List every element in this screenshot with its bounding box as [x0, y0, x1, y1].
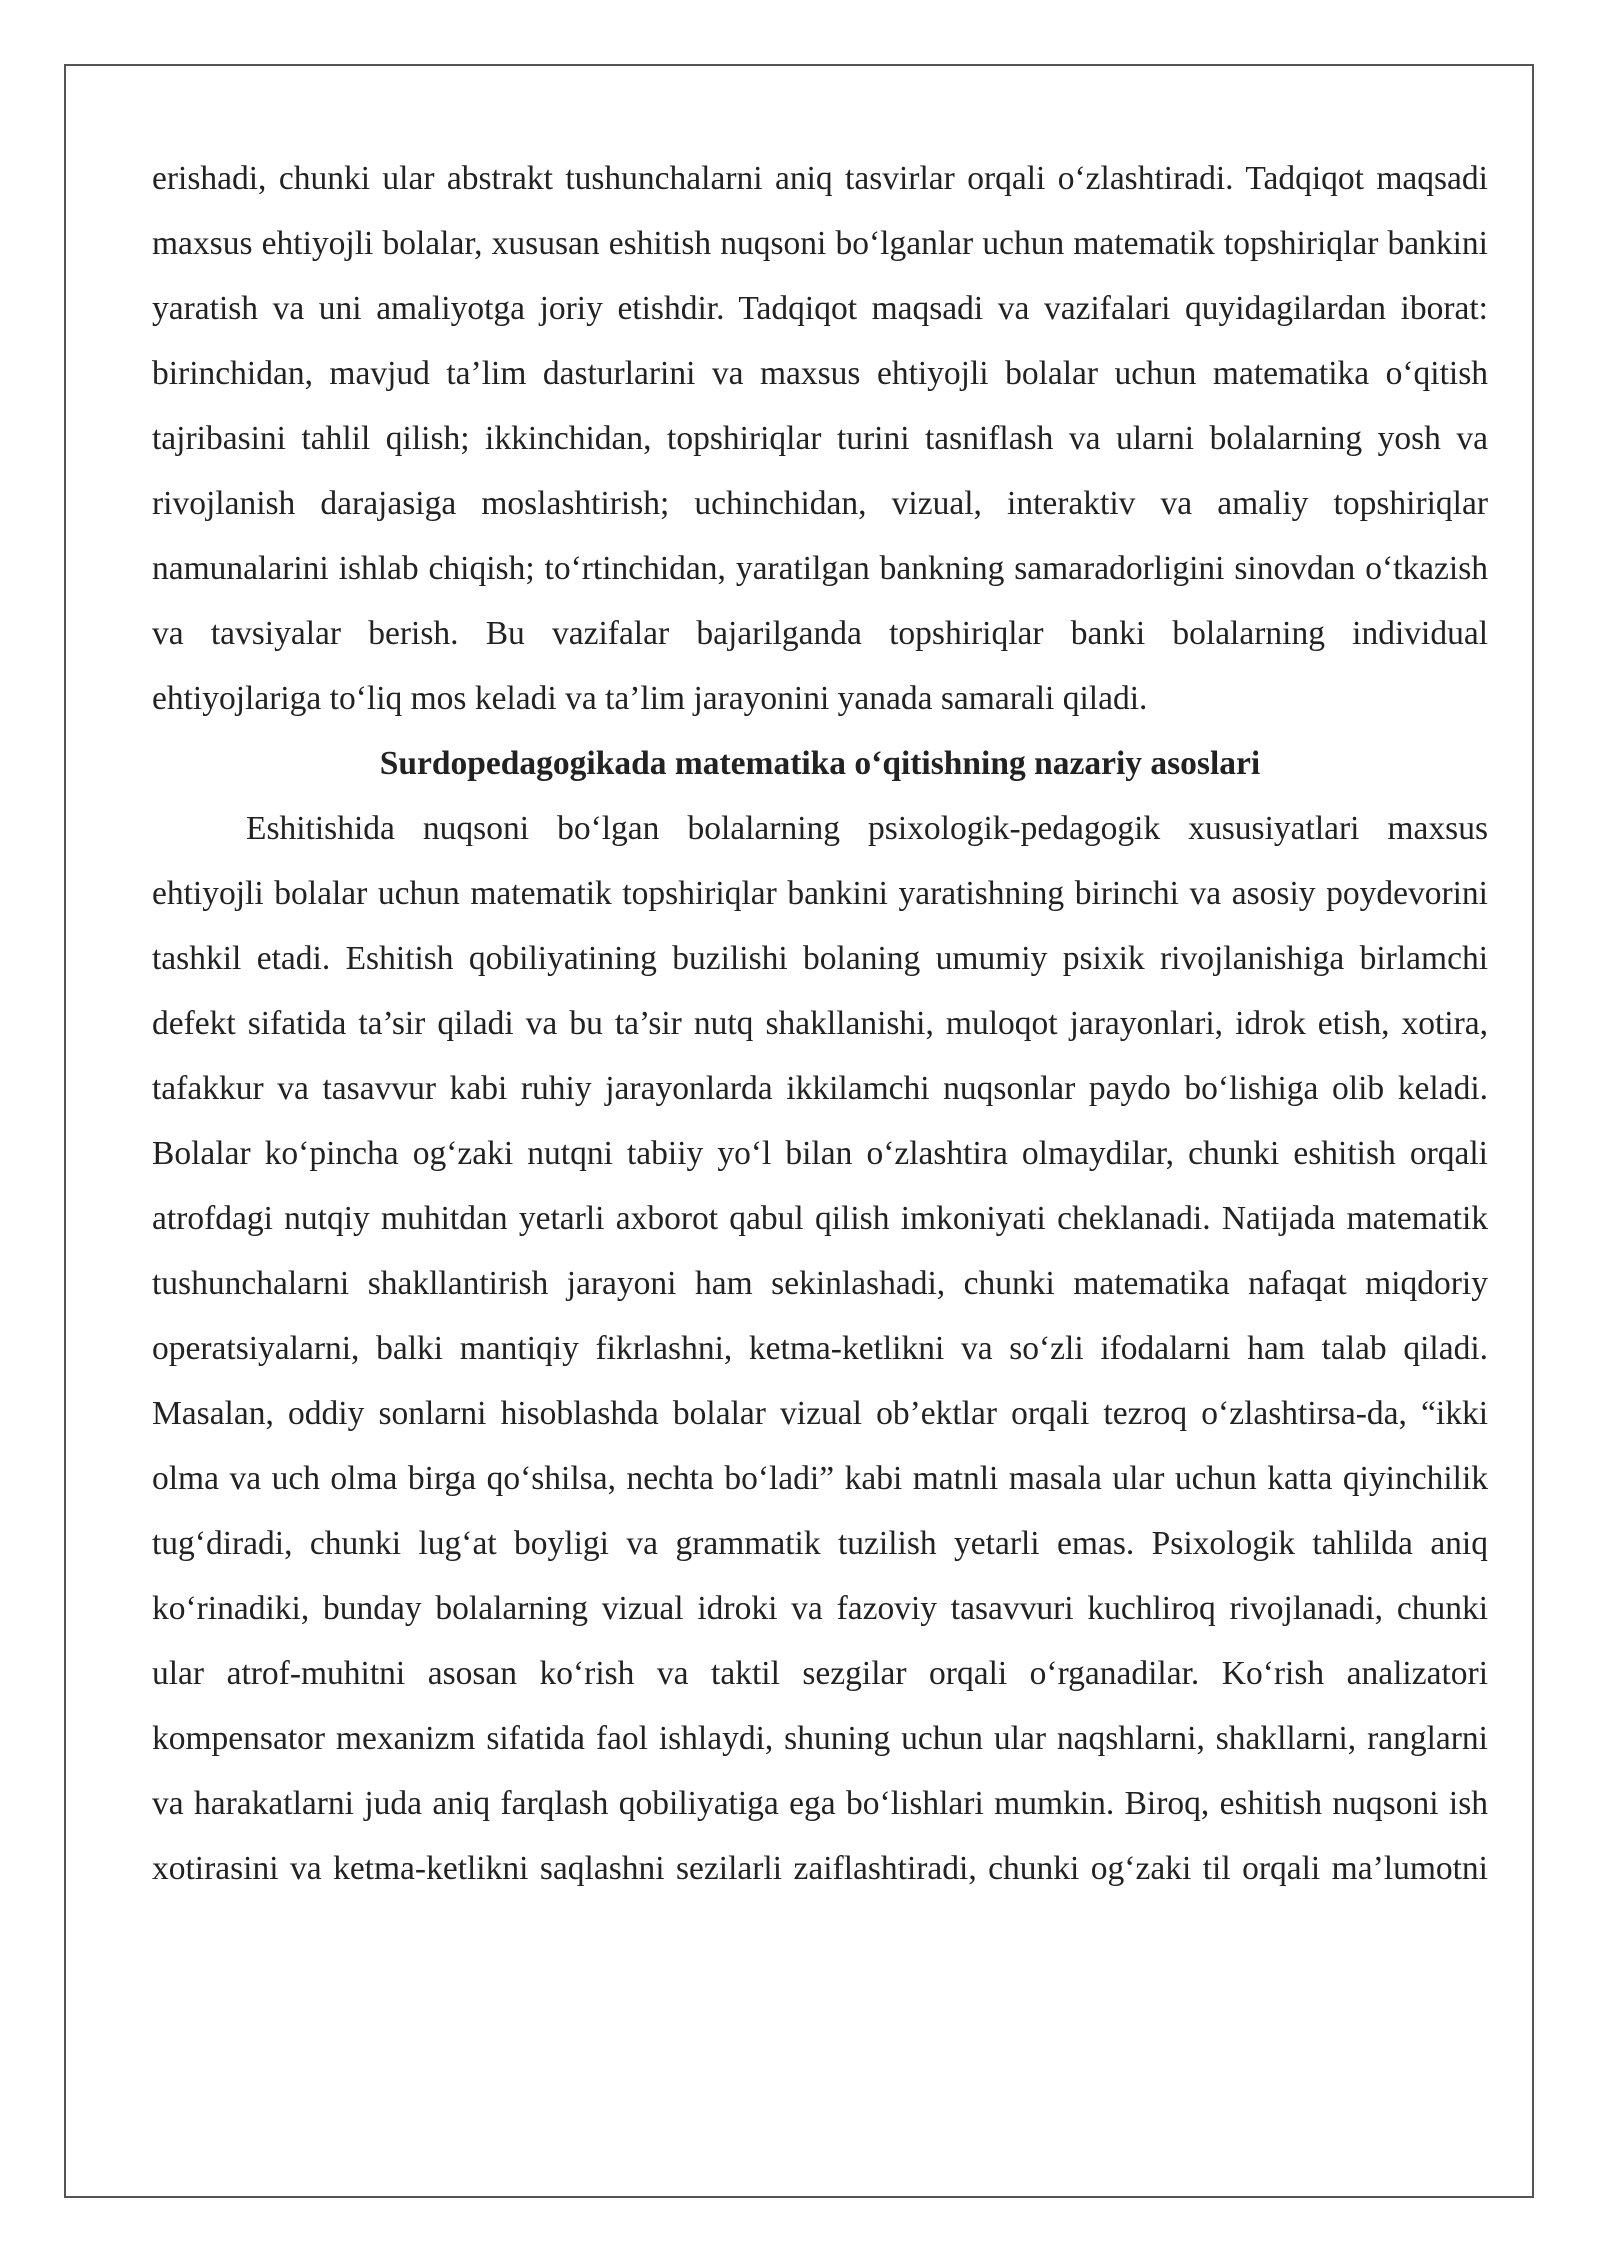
section-heading: Surdopedagogikada matematika o‘qitishning nazariy asoslari: [379, 745, 1261, 782]
paragraph-2: Eshitishida nuqsoni bo‘lgan bolalarning psixologik-pedagogik xususiyatlari maxsus ehtiyojli bolalar uchun matematik topshiriqlar bankini yaratishning birinchi va asosiy poydevorini tashkil etadi. Eshitish qobiliyatining buzilishi bolaning umumiy psixik rivojlanishiga birlamchi defekt sifatida ta’sir qiladi va bu ta’sir nutq shakllanishi, muloqot jarayonlari, idrok etish, xotira, tafakkur va tasavvur kabi ruhiy jarayonlarda ikkilamchi nuqsonlar paydo bo‘lishiga olib keladi. Bolalar ko‘pincha og‘zaki nutqni tabiiy yo‘l bilan o‘zlashtira olmaydilar, chunki eshitish orqali atrofdagi nutqiy muhitdan yetarli axborot qabul qilish imkoniyati cheklanadi. Natijada matematik tushunchalarni shakllantirish jarayoni ham sekinlashadi, chunki matematika nafaqat miqdoriy operatsiyalarni, balki mantiqiy fikrlashni, ketma-ketlikni va so‘zli ifodalarni ham talab qiladi. Masalan, oddiy sonlarni hisoblashda bolalar vizual ob’ektlar orqali tezroq o‘zlashtirsa-da, “ikki olma va uch olma birga qo‘shilsa, nechta bo‘ladi” kabi matnli masala ular uchun katta qiyinchilik tug‘diradi, chunki lug‘at boyligi va grammatik tuzilish yetarli emas. Psixologik tahlilda aniq ko‘rinadiki, bunday bolalarning vizual idroki va fazoviy tasavvuri kuchliroq rivojlanadi, chunki ular atrof-muhitni asosan ko‘rish va taktil sezgilar orqali o‘rganadilar. Ko‘rish analizatori kompensator mexanizm sifatida faol ishlaydi, shuning uchun ular naqshlarni, shakllarni, ranglarni va harakatlarni juda aniq farqlash qobiliyatiga ega bo‘lishlari mumkin. Biroq, eshitish nuqsoni ish xotirasini va ketma-ketlikni saqlashni sezilarli zaiflashtiradi, chunki og‘zaki til orqali ma’lumotni: [152, 810, 1488, 1887]
document-body: [152, 146, 1488, 1901]
paragraph-1: erishadi, chunki ular abstrakt tushunchalarni aniq tasvirlar orqali o‘zlashtiradi. Tadqiqot maqsadi maxsus ehtiyojli bolalar, xususan eshitish nuqsoni bo‘lganlar uchun matematik topshiriqlar bankini yaratish va uni amaliyotga joriy etishdir. Tadqiqot maqsadi va vazifalari quyidagilardan iborat: birinchidan, mavjud ta’lim dasturlarini va maxsus ehtiyojli bolalar uchun matematika o‘qitish tajribasini tahlil qilish; ikkinchidan, topshiriqlar turini tasniflash va ularni bolalarning yosh va rivojlanish darajasiga moslashtirish; uchinchidan, vizual, interaktiv va amaliy topshiriqlar namunalarini ishlab chiqish; to‘rtinchidan, yaratilgan bankning samaradorligini sinovdan o‘tkazish va tavsiyalar berish. Bu vazifalar bajarilganda topshiriqlar banki bolalarning individual ehtiyojlariga to‘liq mos keladi va ta’lim jarayonini yanada samarali qiladi.: [152, 160, 1488, 717]
